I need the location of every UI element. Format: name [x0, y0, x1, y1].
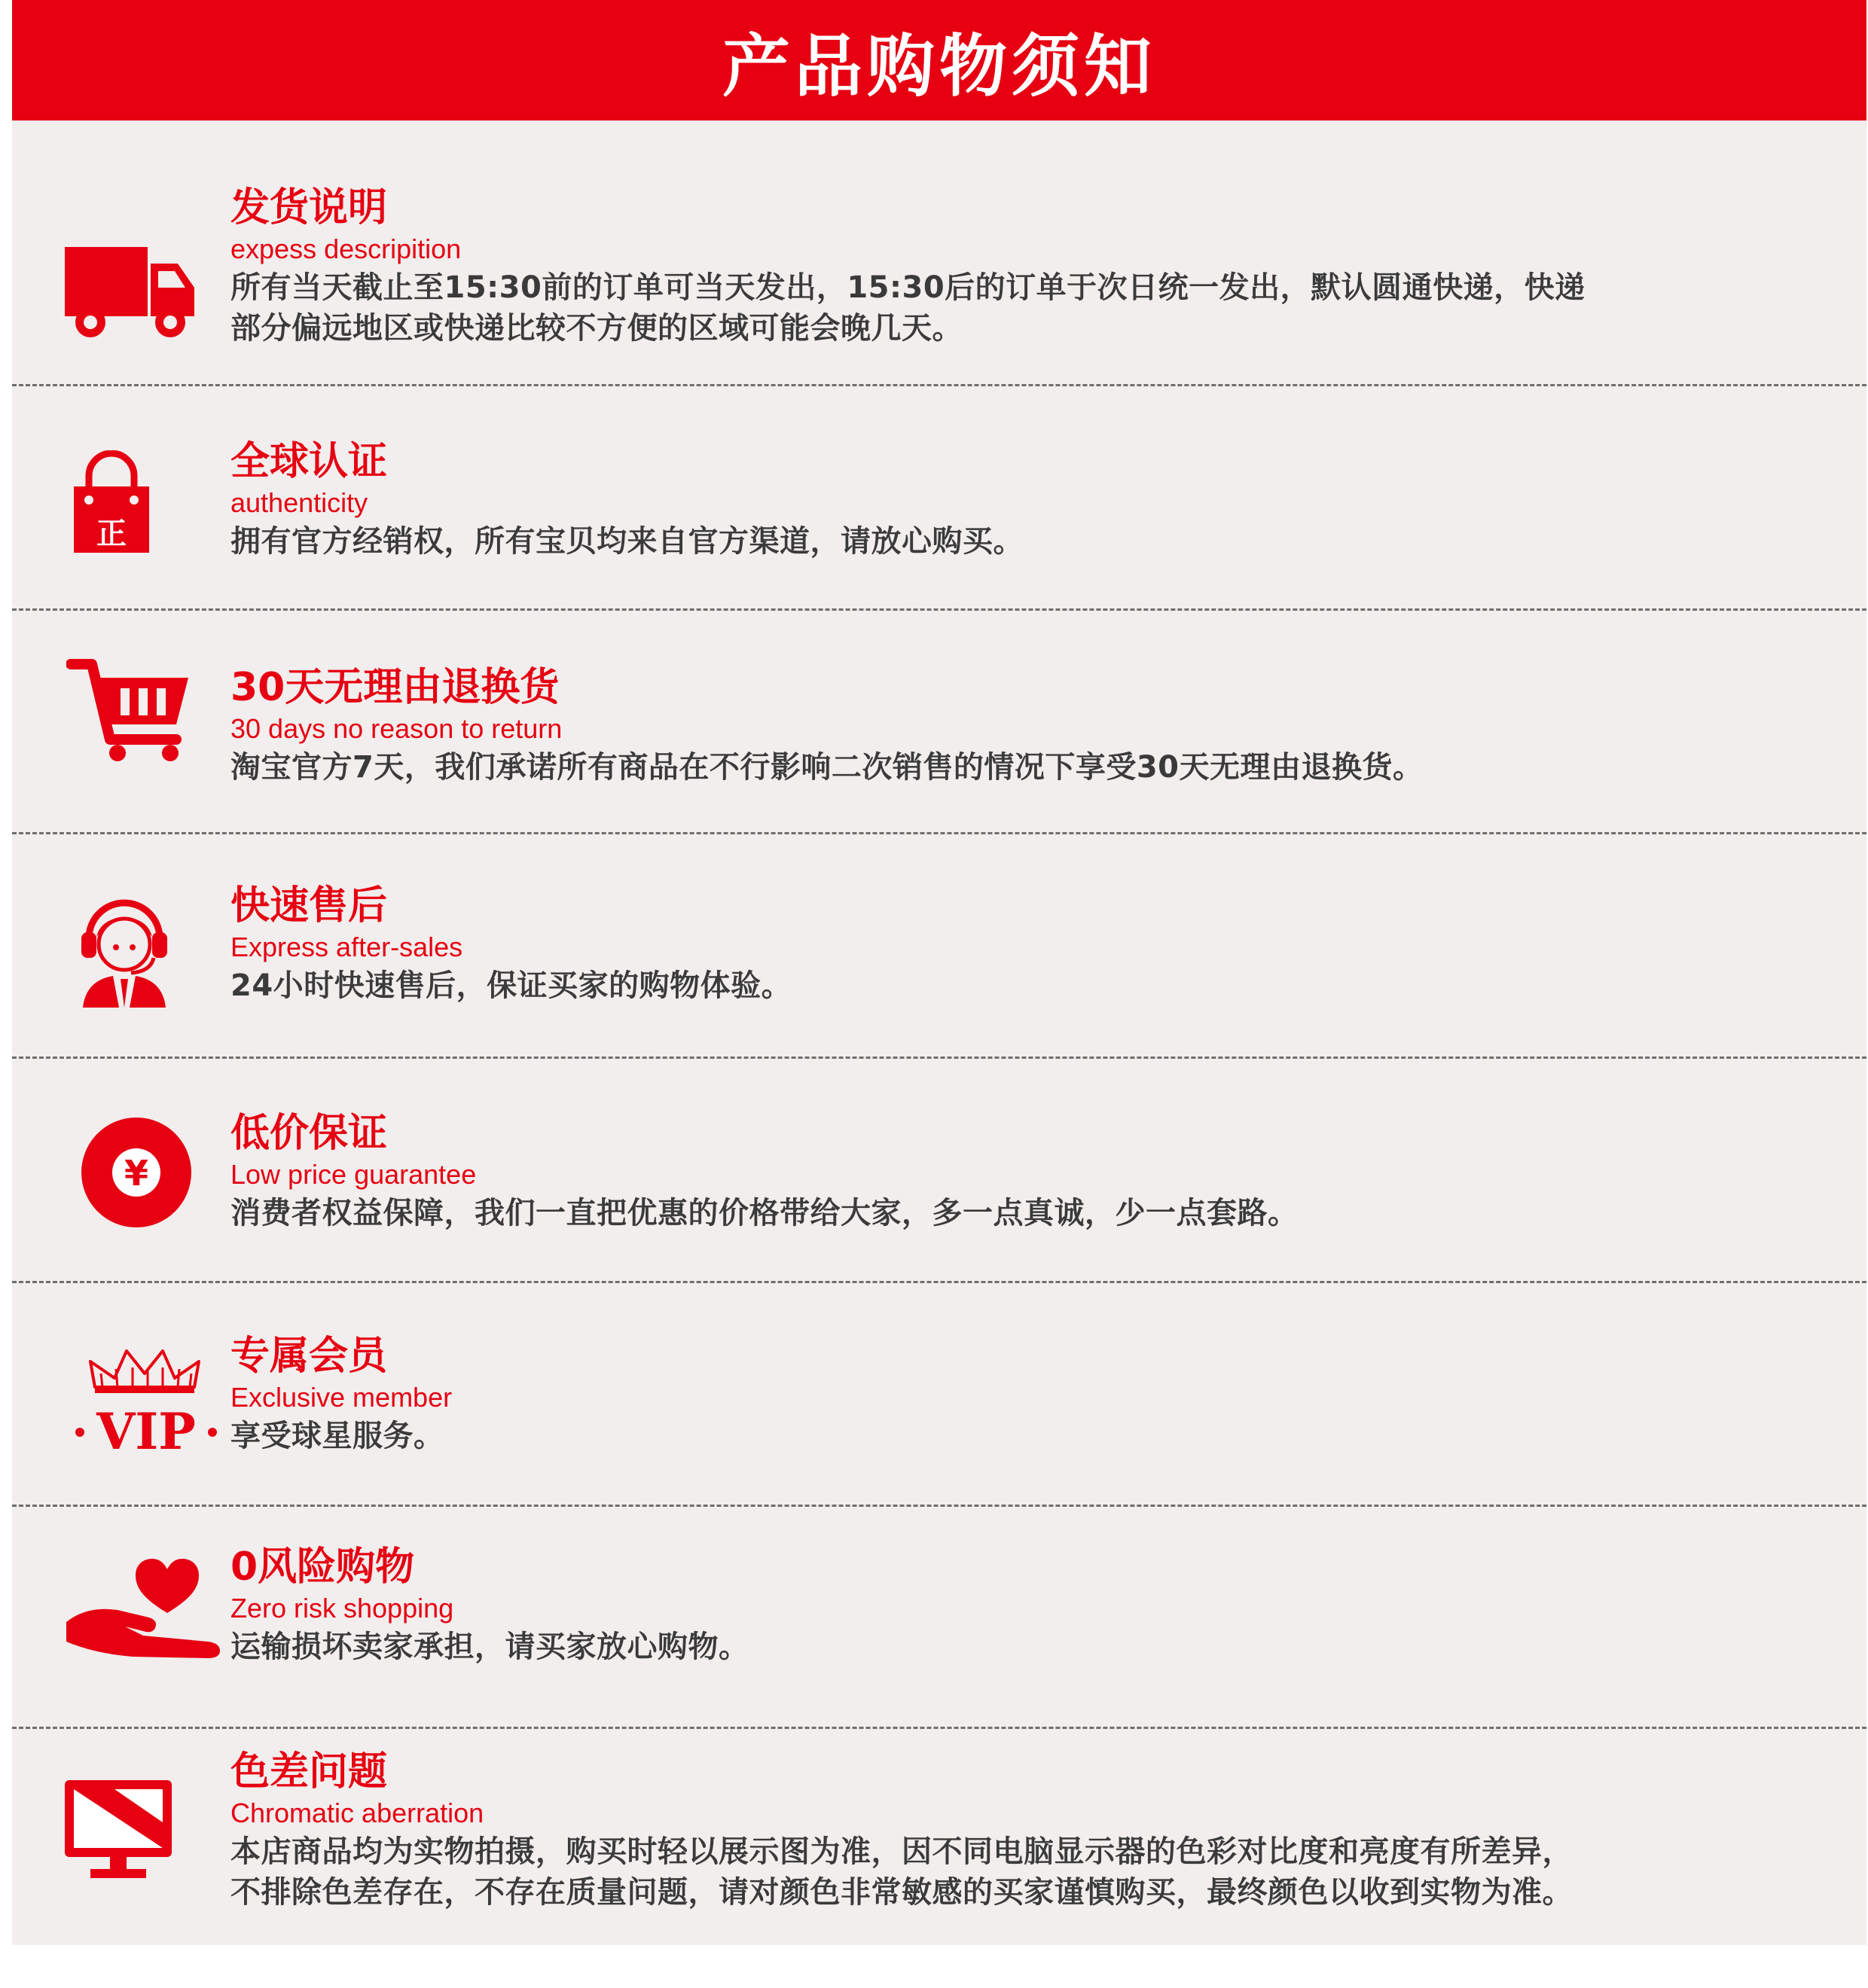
section-zero-risk [230, 1544, 1821, 1667]
divider [12, 1281, 1866, 1283]
page-title: 产品购物须知 [722, 27, 1156, 106]
yen-coin-icon [80, 1116, 193, 1229]
section-description-line: 享受球星服务。 [230, 1419, 444, 1453]
section-description-line: 不排除色差存在，不存在质量问题，请对颜色非常敏感的买家谨慎购买，最终颜色以收到实物为准。 [230, 1875, 1573, 1910]
section-returns [230, 664, 1821, 788]
section-title: 全球认证 [230, 439, 388, 484]
section-subtitle: Express after-sales [230, 931, 463, 962]
bag-icon-label: 正 [96, 517, 127, 551]
divider [12, 384, 1866, 386]
section-title: 30天无理由退换货 [230, 665, 560, 710]
section-subtitle: Zero risk shopping [230, 1593, 454, 1624]
section-title: 低价保证 [230, 1111, 388, 1156]
monitor-icon [62, 1777, 175, 1883]
shopping-cart-icon [66, 655, 194, 764]
heart-hand-icon [65, 1557, 223, 1663]
section-subtitle: 30 days no reason to return [230, 713, 563, 744]
divider [12, 1727, 1866, 1729]
section-description-line: 消费者权益保障，我们一直把优惠的价格带给大家，多一点真诚，少一点套路。 [230, 1196, 1299, 1230]
section-authenticity [230, 438, 1821, 562]
section-subtitle: expess descripition [230, 233, 462, 264]
section-vip [230, 1333, 1821, 1456]
header-banner [12, 0, 1866, 120]
section-title: 发货说明 [230, 185, 388, 230]
section-description-line: 所有当天截止至15:30前的订单可当天发出，15:30后的订单于次日统一发出，默认圆通快递，快递 [230, 270, 1586, 305]
section-subtitle: authenticity [230, 487, 368, 518]
section-title: 快速售后 [230, 883, 388, 928]
section-shipping [230, 184, 1821, 349]
divider [12, 832, 1866, 834]
section-description-line: 运输损坏卖家承担，请买家放心购物。 [230, 1630, 749, 1664]
divider [12, 1057, 1866, 1059]
vip-label: VIP [96, 1402, 196, 1459]
section-description-line: 部分偏远地区或快递比较不方便的区域可能会晚几天。 [230, 311, 963, 346]
shopping-bag-icon [66, 450, 157, 556]
section-description-line: 本店商品均为实物拍摄，购买时轻以展示图为准，因不同电脑显示器的色彩对比度和亮度有所差异， [230, 1834, 1573, 1869]
divider [12, 608, 1866, 611]
section-subtitle: Exclusive member [230, 1382, 453, 1413]
yen-symbol: ¥ [124, 1153, 149, 1194]
vip-crown-icon [72, 1346, 223, 1459]
section-low-price [230, 1110, 1821, 1233]
section-chromatic-aberration [230, 1749, 1821, 1913]
truck-icon [65, 241, 200, 346]
section-title: 色差问题 [230, 1749, 388, 1794]
section-subtitle: Chromatic aberration [230, 1797, 484, 1828]
section-subtitle: Low price guarantee [230, 1159, 477, 1190]
section-title: 0风险购物 [230, 1544, 415, 1590]
section-description-line: 淘宝官方7天，我们承诺所有商品在不行影响二次销售的情况下享受30天无理由退换货。 [230, 750, 1424, 785]
section-after-sales [230, 883, 1821, 1006]
section-title: 专属会员 [230, 1334, 388, 1379]
shopping-notice-page [12, 0, 1866, 1945]
customer-service-icon [75, 889, 173, 1009]
divider [12, 1505, 1866, 1507]
section-description-line: 拥有官方经销权，所有宝贝均来自官方渠道，请放心购买。 [230, 524, 1024, 559]
section-description-line: 24小时快速售后，保证买家的购物体验。 [230, 968, 792, 1003]
